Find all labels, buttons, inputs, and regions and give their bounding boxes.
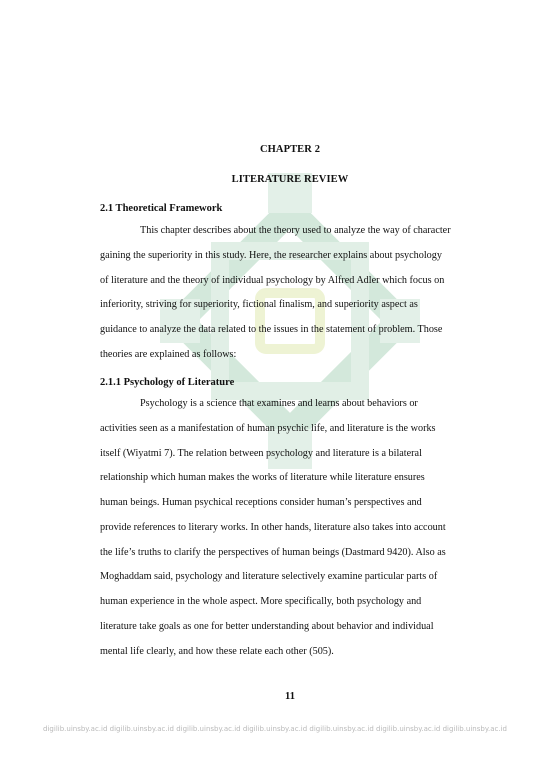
paragraph-line: human experience in the whole aspect. More specifically, both psychology and [100,596,422,607]
footer-watermark-text: digilib.uinsby.ac.id digilib.uinsby.ac.id digilib.uinsby.ac.id digilib.uinsby.ac.id digilib.uinsby.ac.id digilib.uinsby.ac.id digilib.uinsby.ac.id [43,725,507,733]
page-number: 11 [285,691,295,702]
chapter-title: CHAPTER 2 [259,144,321,155]
paragraph-theoretical-framework [100,219,480,368]
paragraph-line: theories are explained as follows: [100,348,237,360]
paragraph-line: gaining the superiority in this study. Here, the researcher explains about psychology [100,249,442,261]
paragraph-line: itself (Wiyatmi 7). The relation between psychology and literature is a bilateral [100,447,422,459]
paragraph-line: provide references to literary works. In other hands, literature also takes into account [100,521,446,533]
paragraph-line: relationship which human makes the works of literature while literature ensures [100,472,425,484]
paragraph-line: mental life clearly, and how these relate each other (505). [100,645,334,657]
paragraph-line: the life’s truths to clarify the perspectives of human beings (Dastmard 9420). Also as [100,546,446,558]
paragraph-psychology-of-literature [100,392,480,664]
paragraph-line: inferiority, striving for superiority, fictional finalism, and superiority aspect as [100,299,418,311]
paragraph-line: guidance to analyze the data related to the issues in the statement of problem. Those [100,324,443,335]
chapter-subtitle: LITERATURE REVIEW [231,174,349,185]
paragraph-line: human beings. Human psychical receptions consider human’s perspectives and [100,497,422,508]
paragraph-line: Psychology is a science that examines and learns about behaviors or [140,398,418,409]
paragraph-line: This chapter describes about the theory used to analyze the way of character [140,225,451,236]
paragraph-line: Moghaddam said, psychology and literature selectively examine particular parts of [100,571,438,583]
section-heading-2-1-1: 2.1.1 Psychology of Literature [100,377,235,388]
paragraph-line: literature take goals as one for better understanding about behavior and individual [100,620,434,632]
paragraph-line: activities seen as a manifestation of human psychic life, and literature is the works [100,422,436,434]
section-heading-2-1: 2.1 Theoretical Framework [100,203,223,214]
paragraph-line: of literature and the theory of individual psychology by Alfred Adler which focus on [100,274,445,286]
